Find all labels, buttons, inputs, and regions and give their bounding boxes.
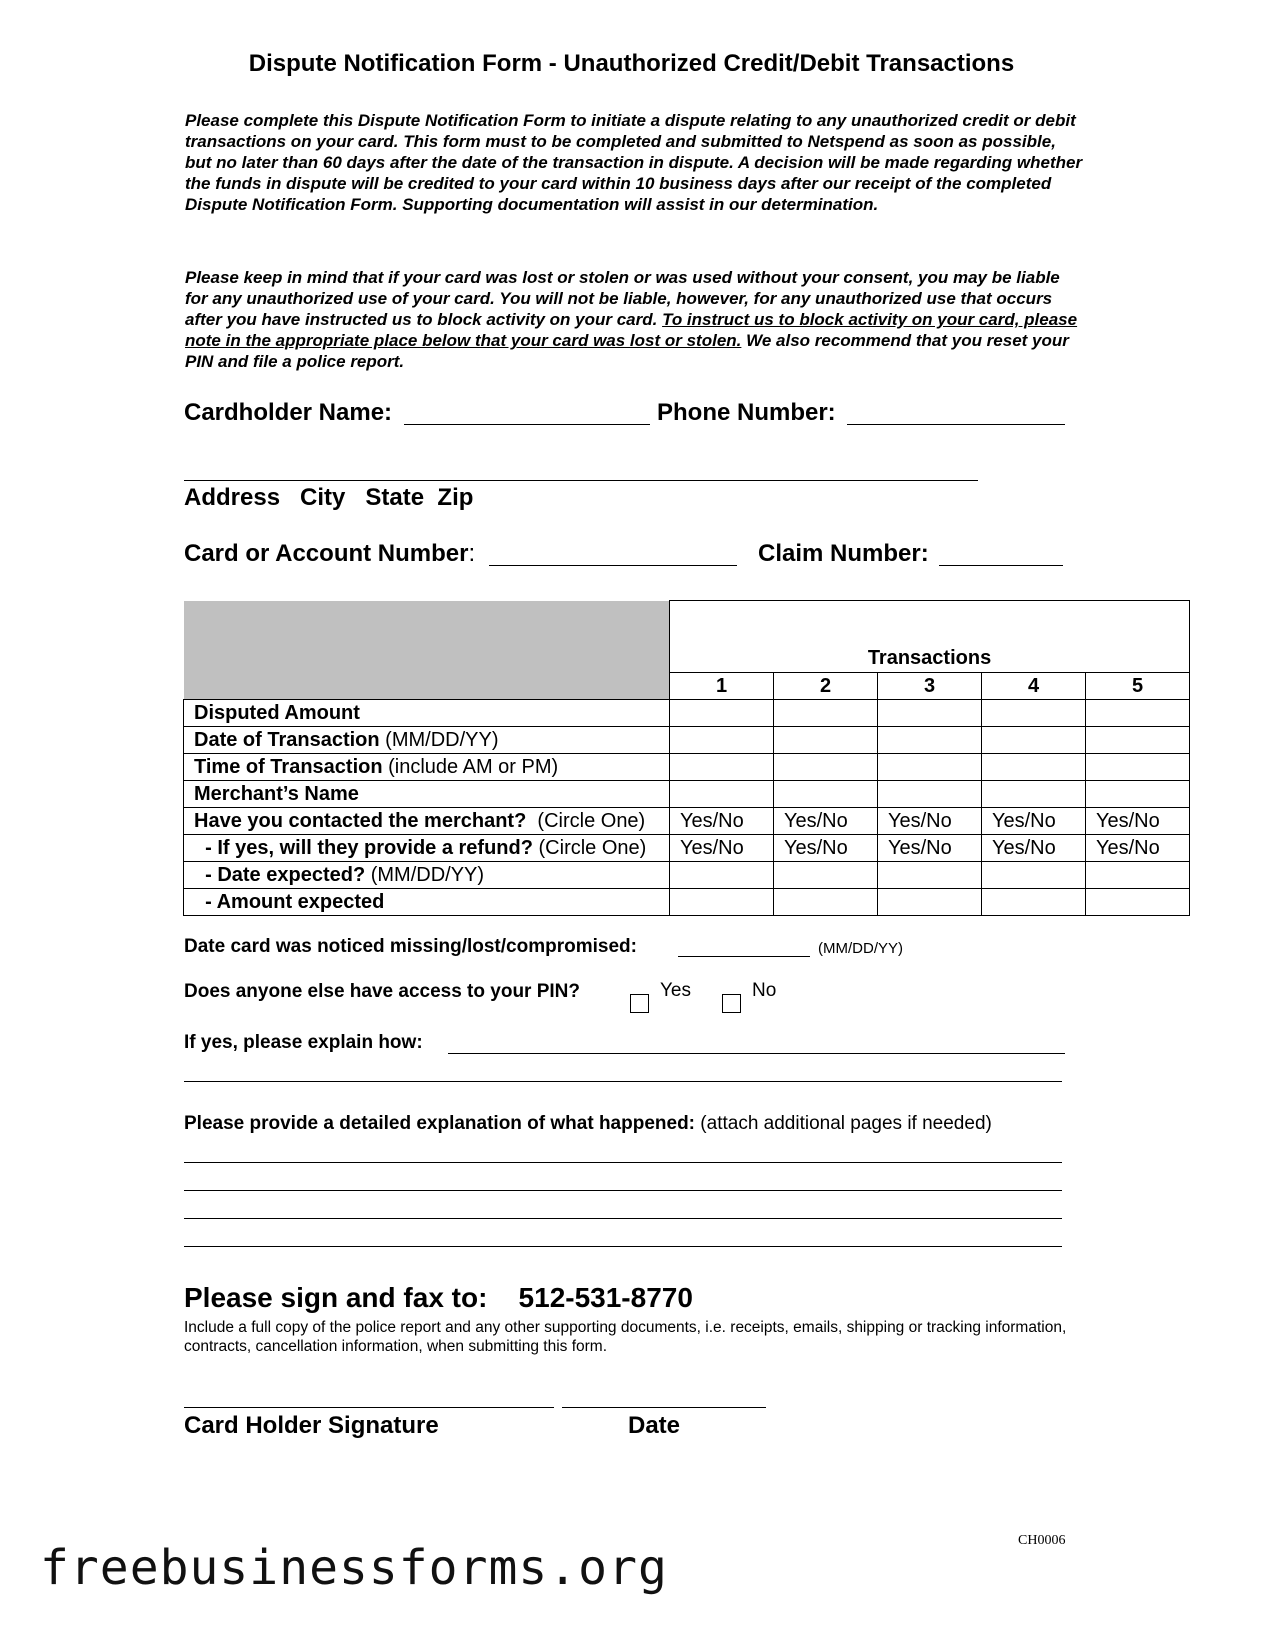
row-label-note: (Circle One): [526, 809, 646, 832]
row-label: [184, 754, 670, 781]
transaction-cell[interactable]: [1086, 862, 1190, 889]
transaction-cell[interactable]: [670, 862, 774, 889]
pin-yes-label: Yes: [660, 980, 691, 1001]
explain-how-field-line-2[interactable]: [184, 1081, 1062, 1082]
cardholder-name-label: Cardholder Name:: [184, 399, 393, 426]
transaction-cell[interactable]: Yes/No: [774, 808, 878, 835]
row-label: [184, 862, 670, 889]
row-label-bold: Disputed Amount: [194, 701, 360, 724]
row-label-note: (MM/DD/YY): [379, 728, 499, 751]
missing-date-label: Date card was noticed missing/lost/compromised:: [184, 936, 637, 957]
transaction-cell[interactable]: [982, 889, 1086, 916]
transaction-cell[interactable]: [982, 781, 1086, 808]
row-label: [184, 808, 670, 835]
claim-number-label: Claim Number:: [758, 540, 929, 567]
page-title: Dispute Notification Form - Unauthorized Credit/Debit Transactions: [248, 50, 1015, 77]
pin-yes-checkbox[interactable]: [630, 994, 649, 1013]
transaction-cell[interactable]: [774, 700, 878, 727]
transaction-cell[interactable]: Yes/No: [1086, 835, 1190, 862]
explanation-field-line[interactable]: [184, 1190, 1062, 1191]
row-label-bold: - If yes, will they provide a refund?: [194, 836, 533, 859]
fax-label: Please sign and fax to:: [184, 1282, 488, 1313]
pin-no-label: No: [752, 980, 777, 1001]
row-label-note: (include AM or PM): [382, 755, 559, 778]
row-label-bold: Merchant’s Name: [194, 782, 359, 805]
explanation-field-line[interactable]: [184, 1218, 1062, 1219]
intro-paragraph-1: Please complete this Dispute Notification Form to initiate a dispute relating to any unauthorized credit or debit transactions on your card. This form must to be completed and submitted to Netspend as soon as possible, but no later than 60 days after the date of the transaction in dispute. A decision will be made regarding whether the funds in dispute will be credited to your card within 10 business days after our receipt of the completed Dispute Notification Form. Supporting documentation will assist in our determination.: [185, 111, 1083, 214]
transaction-cell[interactable]: Yes/No: [982, 835, 1086, 862]
table-row: [184, 727, 1190, 754]
explanation-note: (attach additional pages if needed): [695, 1113, 992, 1134]
pin-access-label: Does anyone else have access to your PIN?: [184, 981, 581, 1002]
table-gray-header-cell: [184, 601, 670, 700]
transaction-cell[interactable]: [1086, 754, 1190, 781]
transaction-cell[interactable]: [670, 727, 774, 754]
transaction-cell[interactable]: Yes/No: [878, 835, 982, 862]
row-label-bold: Have you contacted the merchant?: [194, 809, 527, 832]
explanation-field-line[interactable]: [184, 1246, 1062, 1247]
explain-how-label: If yes, please explain how:: [184, 1032, 423, 1053]
table-header-row: [184, 601, 1190, 673]
column-number: 4: [982, 673, 1086, 700]
missing-date-field[interactable]: [678, 956, 810, 957]
transaction-cell[interactable]: [1086, 700, 1190, 727]
missing-date-format: (MM/DD/YY): [818, 940, 903, 957]
transactions-table: [183, 600, 1190, 916]
transaction-cell[interactable]: [878, 727, 982, 754]
card-number-colon: :: [468, 540, 476, 567]
transaction-cell[interactable]: [774, 889, 878, 916]
column-number: 5: [1086, 673, 1190, 700]
transaction-cell[interactable]: Yes/No: [982, 808, 1086, 835]
transaction-cell[interactable]: [774, 781, 878, 808]
watermark: freebusinessforms.org: [40, 1540, 668, 1596]
transaction-cell[interactable]: Yes/No: [670, 808, 774, 835]
phone-number-label: Phone Number:: [657, 399, 836, 426]
row-label-note: (MM/DD/YY): [365, 863, 485, 886]
signature-date-field[interactable]: [562, 1407, 766, 1408]
table-row: [184, 835, 1190, 862]
table-row: [184, 700, 1190, 727]
row-label: [184, 889, 670, 916]
fax-instruction: [184, 1282, 693, 1314]
row-label-note: (Circle One): [532, 836, 647, 859]
row-label-bold: Date of Transaction: [194, 728, 380, 751]
table-row: [184, 781, 1190, 808]
table-row: [184, 808, 1190, 835]
card-number-label-text: Card or Account Number: [184, 540, 469, 567]
table-row: [184, 862, 1190, 889]
transaction-cell[interactable]: [670, 781, 774, 808]
transaction-cell[interactable]: [774, 862, 878, 889]
explain-how-field[interactable]: [448, 1053, 1065, 1054]
transaction-cell[interactable]: Yes/No: [1086, 808, 1190, 835]
phone-number-field[interactable]: [847, 424, 1065, 425]
transaction-cell[interactable]: [982, 700, 1086, 727]
signature-date-label: Date: [628, 1412, 681, 1439]
transactions-header: Transactions: [670, 601, 1190, 673]
signature-field[interactable]: [184, 1407, 554, 1408]
intro-p2-underlined: To instruct us to block activity on your card, please note in the appropriate place below that your card was lost or stolen.: [185, 310, 1078, 350]
transaction-cell[interactable]: [774, 727, 878, 754]
transaction-cell[interactable]: [1086, 727, 1190, 754]
table-row: [184, 889, 1190, 916]
transaction-cell[interactable]: Yes/No: [670, 835, 774, 862]
card-number-label: [184, 540, 475, 568]
row-label-bold: - Amount expected: [194, 890, 385, 913]
transaction-cell[interactable]: Yes/No: [878, 808, 982, 835]
row-label: [184, 700, 670, 727]
transaction-cell[interactable]: [878, 862, 982, 889]
transaction-cell[interactable]: [670, 700, 774, 727]
fax-number: 512-531-8770: [518, 1282, 693, 1313]
intro-p2-tail: We also recommend that you reset your PIN and file a police report.: [185, 331, 1069, 371]
claim-number-field[interactable]: [939, 565, 1063, 566]
card-number-field[interactable]: [489, 565, 737, 566]
intro-p2-text: Please keep in mind that if your card was lost or stolen or was used without your consent, you may be liable for any unauthorized use of your card. You will not be liable, however, for any unauthorized use that occurs after you have instructed us to block activity on your card.: [185, 268, 1060, 329]
cardholder-name-field[interactable]: [404, 424, 650, 425]
intro-paragraph-2: [185, 267, 1085, 372]
column-number: 3: [878, 673, 982, 700]
form-code: CH0006: [1018, 1533, 1066, 1548]
transaction-cell[interactable]: [982, 754, 1086, 781]
fax-note: Include a full copy of the police report and any other supporting documents, i.e. receipts, emails, shipping or tracking information, contracts, cancellation information, when submitting this form.: [184, 1319, 1067, 1355]
transaction-cell[interactable]: [774, 754, 878, 781]
transaction-cell[interactable]: [982, 727, 1086, 754]
signature-label: Card Holder Signature: [184, 1412, 439, 1439]
transaction-cell[interactable]: Yes/No: [774, 835, 878, 862]
row-label-bold: - Date expected?: [194, 863, 366, 886]
address-label: Address City State Zip: [184, 484, 474, 511]
explanation-label: [184, 1113, 992, 1135]
column-number: 1: [670, 673, 774, 700]
row-label: [184, 781, 670, 808]
transaction-cell[interactable]: [878, 700, 982, 727]
transaction-cell[interactable]: [1086, 781, 1190, 808]
transaction-cell[interactable]: [878, 754, 982, 781]
pin-no-checkbox[interactable]: [722, 994, 741, 1013]
transaction-cell[interactable]: [982, 862, 1086, 889]
row-label: [184, 835, 670, 862]
transaction-cell[interactable]: [670, 754, 774, 781]
transaction-cell[interactable]: [1086, 889, 1190, 916]
row-label-bold: Time of Transaction: [194, 755, 383, 778]
explanation-label-text: Please provide a detailed explanation of what happened:: [184, 1113, 696, 1134]
column-number: 2: [774, 673, 878, 700]
transaction-cell[interactable]: [878, 889, 982, 916]
explanation-field-line[interactable]: [184, 1162, 1062, 1163]
transaction-cell[interactable]: [670, 889, 774, 916]
address-field[interactable]: [184, 480, 978, 481]
table-row: [184, 754, 1190, 781]
transaction-cell[interactable]: [878, 781, 982, 808]
row-label: [184, 727, 670, 754]
